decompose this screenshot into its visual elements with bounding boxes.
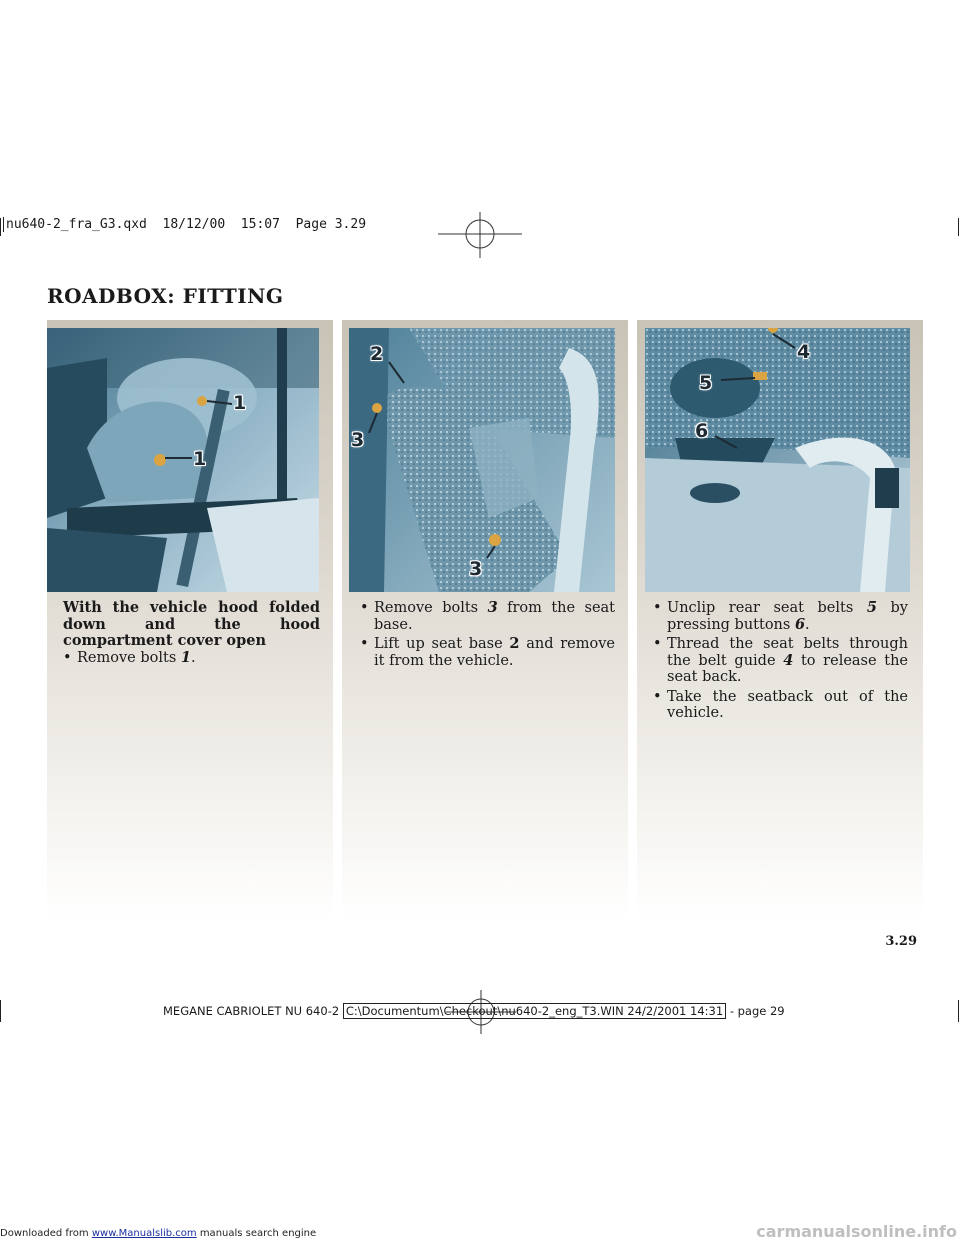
crop-mark	[958, 1000, 959, 1022]
reference-number: 2	[509, 635, 520, 652]
download-prefix: Downloaded from	[0, 1228, 92, 1239]
lead-paragraph: With the vehicle hood folded down and the hood compartment cover open	[63, 599, 320, 649]
list-item	[360, 600, 615, 633]
crop-mark	[0, 218, 1, 236]
page-title: ROADBOX: FITTING	[47, 284, 284, 308]
callout-6: 6	[695, 420, 709, 442]
list-item-text: and remove it from the vehicle.	[374, 636, 615, 669]
reference-number: 5	[866, 599, 877, 616]
reference-number: 1	[180, 648, 191, 666]
callout-2: 2	[370, 343, 384, 365]
callout-3: 3	[351, 429, 365, 451]
reference-number: 4	[783, 651, 794, 669]
list-item-text: .	[805, 616, 810, 633]
list-item	[653, 636, 908, 686]
list-item	[653, 689, 908, 722]
page-number: 3.29	[885, 934, 917, 949]
reference-number: 3	[487, 599, 498, 616]
list-item-text: Lift up seat base	[374, 636, 510, 652]
photo-seat-base	[349, 328, 615, 592]
crop-mark	[0, 1000, 1, 1022]
print-slug: nu640-2_fra_G3.qxd 18/12/00 15:07 Page 3.29	[3, 217, 366, 232]
crop-mark	[958, 218, 959, 236]
footer-prefix: MEGANE CABRIOLET NU 640-2	[163, 1004, 340, 1018]
callout-1: 1	[233, 392, 247, 414]
list-item	[653, 600, 908, 633]
list-item-text: Thread the seat belts through the belt guide	[667, 636, 908, 669]
list-item-text: from the seat base.	[374, 600, 615, 633]
column-2-text	[360, 600, 615, 672]
column-3-text	[653, 600, 908, 725]
manualslib-link[interactable]: www.Manualslib.com	[91, 1228, 197, 1239]
list-item-text: Remove bolts	[374, 600, 488, 616]
list-item	[360, 636, 615, 669]
download-suffix: manuals search engine	[196, 1228, 317, 1239]
photo-hood-compartment	[47, 328, 319, 592]
registration-mark-icon	[438, 212, 522, 258]
download-notice	[0, 1228, 316, 1239]
footer-suffix: - page 29	[729, 1004, 785, 1018]
list-item-text: to release the seat back.	[667, 652, 908, 685]
column-1-text	[63, 600, 320, 669]
list-item-text: Remove bolts	[77, 649, 181, 666]
list-item-text: .	[190, 649, 196, 666]
list-item-text: by pressing buttons	[667, 600, 908, 633]
reference-number: 6	[794, 615, 806, 633]
list-item	[63, 650, 320, 667]
callout-1: 1	[193, 448, 207, 470]
list-item-text: Unclip rear seat belts	[667, 600, 867, 616]
photo-seatback	[645, 328, 910, 592]
callout-3: 3	[469, 558, 483, 580]
callout-5: 5	[699, 372, 713, 394]
footer-file-path: C:\Documentum\Checkout\nu640-2_eng_T3.WIN 24/2/2001 14:31	[343, 1003, 726, 1019]
list-item-text: Take the seatback out of the vehicle.	[667, 688, 908, 721]
print-footer	[163, 1004, 785, 1018]
watermark: carmanualsonline.info	[756, 1222, 957, 1241]
callout-4: 4	[797, 341, 811, 363]
